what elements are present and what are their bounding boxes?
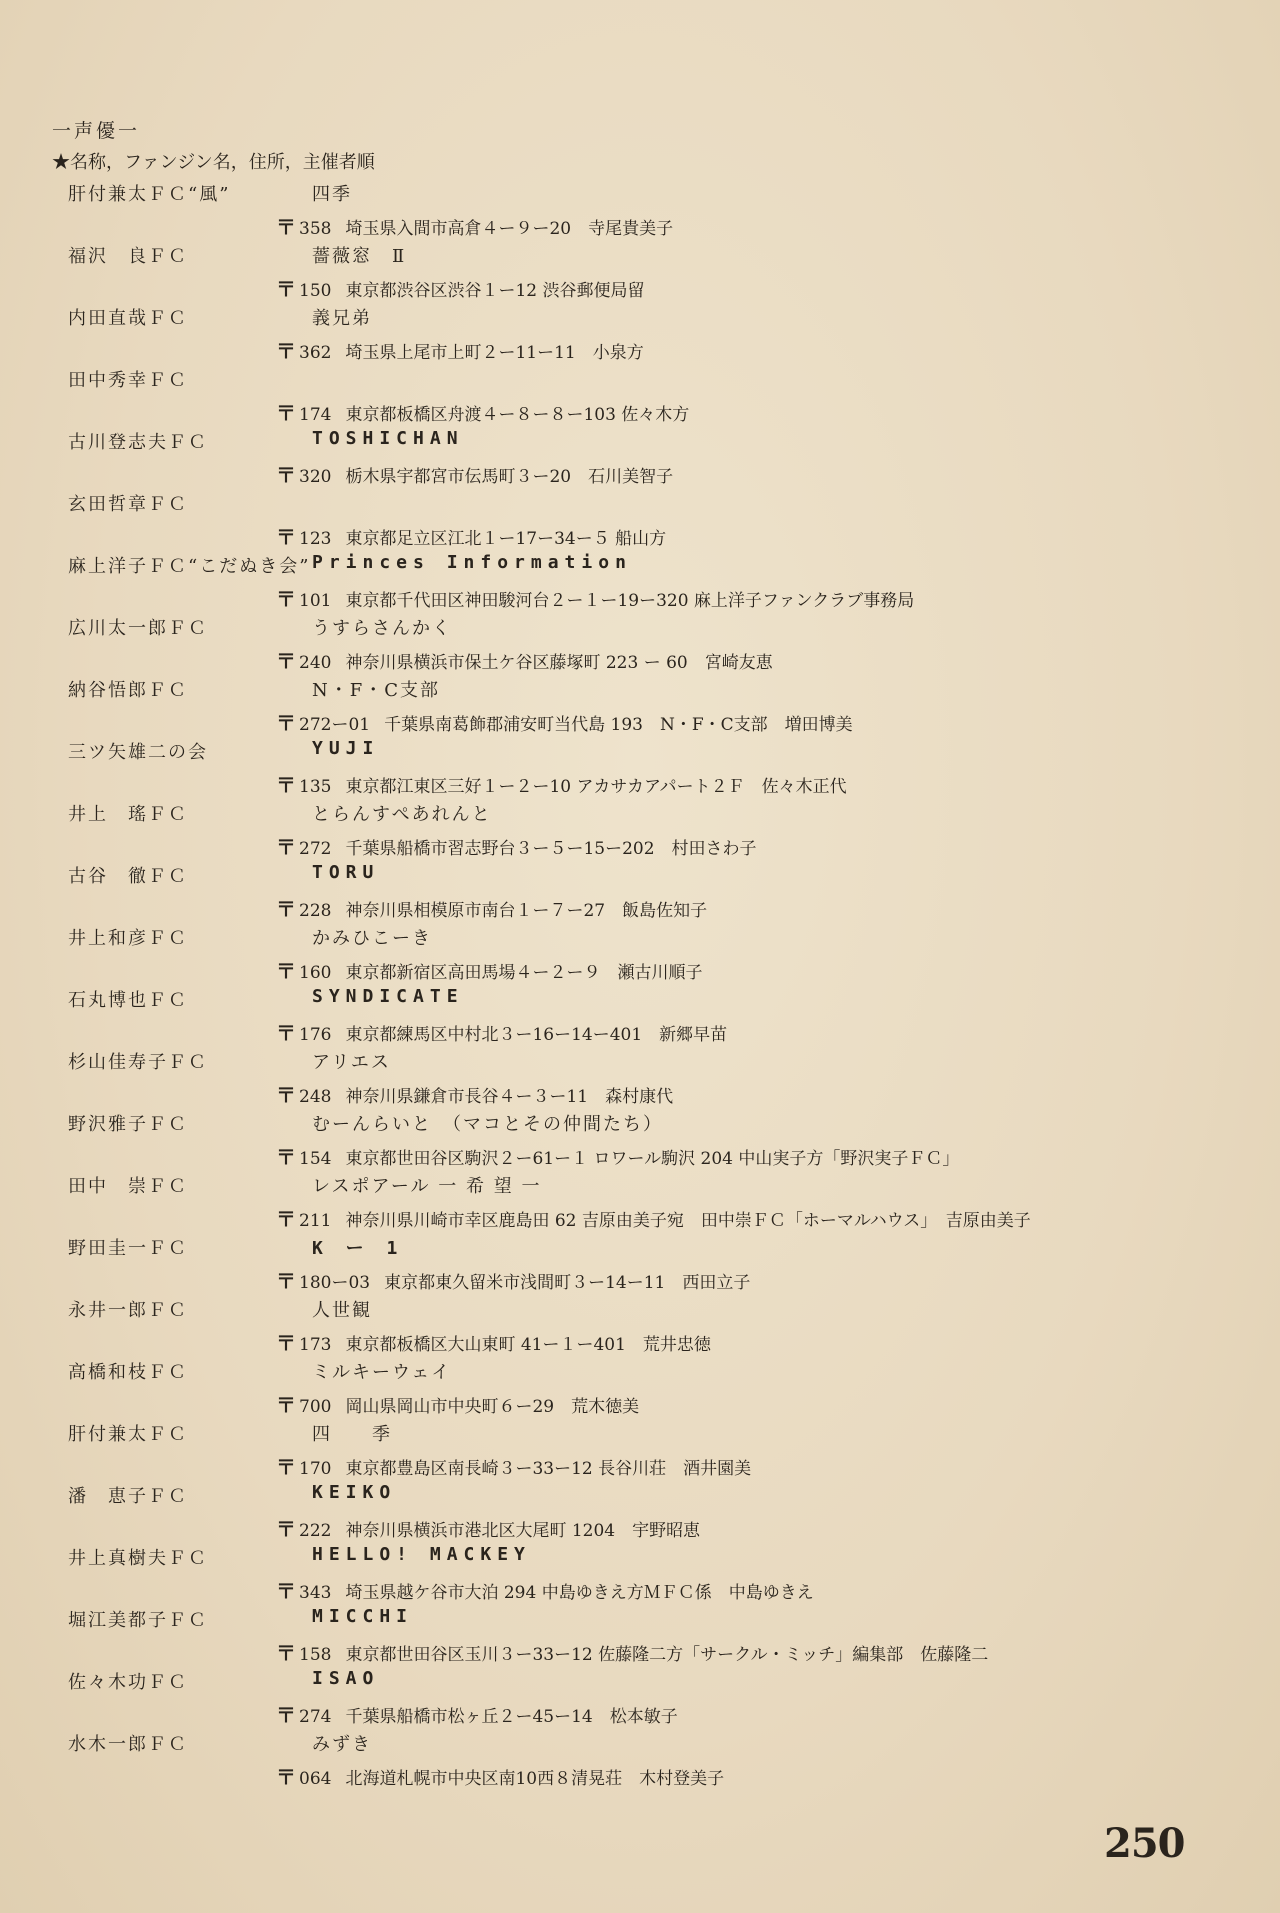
postal-mark-icon: 〒	[276, 1083, 296, 1107]
address-and-organizer: 東京都世田谷区玉川３ー33ー12 佐藤隆二方「サークル・ミッチ」編集部 佐藤隆二	[345, 1645, 989, 1665]
list-item	[0, 488, 1280, 550]
postal-address	[276, 1265, 750, 1294]
address-and-organizer: 東京都板橋区舟渡４ー８ー８ー103 佐々木方	[345, 405, 690, 425]
entry-address-line	[0, 519, 1280, 550]
entry-address-line	[0, 395, 1280, 426]
fan-club-name: 井上 瑤ＦＣ	[68, 804, 188, 825]
entry-address-line	[0, 705, 1280, 736]
address-and-organizer: 神奈川県相模原市南台１ー７ー27 飯島佐知子	[345, 901, 708, 921]
entry-name-line	[0, 1170, 1280, 1201]
entry-address-line	[0, 643, 1280, 674]
fanzine-name: SYNDICATE	[312, 986, 464, 1007]
postal-code: 176	[299, 1025, 332, 1045]
postal-address	[276, 1141, 959, 1170]
postal-address	[276, 1079, 673, 1108]
postal-code: 228	[299, 901, 332, 921]
fan-club-name: 田中秀幸ＦＣ	[68, 370, 188, 391]
postal-address	[276, 459, 673, 488]
entry-name-line	[0, 798, 1280, 829]
entry-address-line	[0, 1201, 1280, 1232]
list-item	[0, 736, 1280, 798]
postal-mark-icon: 〒	[276, 773, 296, 797]
entry-address-line	[0, 1573, 1280, 1604]
fan-club-name: 内田直哉ＦＣ	[68, 308, 188, 329]
entry-name-line	[0, 1046, 1280, 1077]
entry-name-line	[0, 1728, 1280, 1759]
entry-address-line	[0, 1449, 1280, 1480]
postal-code: 158	[299, 1645, 332, 1665]
postal-mark-icon: 〒	[276, 339, 296, 363]
list-item	[0, 426, 1280, 488]
postal-address	[276, 1389, 639, 1418]
postal-mark-icon: 〒	[276, 1393, 296, 1417]
list-item	[0, 1542, 1280, 1604]
postal-address	[276, 211, 673, 240]
list-item	[0, 1108, 1280, 1170]
address-and-organizer: 東京都新宿区高田馬場４ー２ー９ 瀬古川順子	[345, 963, 703, 983]
postal-mark-icon: 〒	[276, 277, 296, 301]
postal-mark-icon: 〒	[276, 1641, 296, 1665]
list-item	[0, 1294, 1280, 1356]
list-item	[0, 612, 1280, 674]
fan-club-name: 水木一郎ＦＣ	[68, 1734, 188, 1755]
entry-name-line	[0, 1356, 1280, 1387]
entry-name-line	[0, 674, 1280, 705]
fan-club-name: 井上真樹夫ＦＣ	[68, 1548, 208, 1569]
entry-name-line	[0, 1666, 1280, 1697]
postal-code: 170	[299, 1459, 332, 1479]
entry-name-line	[0, 178, 1280, 209]
address-and-organizer: 東京都足立区江北１ー17ー34ー５ 船山方	[345, 529, 667, 549]
postal-code: 135	[299, 777, 332, 797]
entry-address-line	[0, 1635, 1280, 1666]
address-and-organizer: 千葉県南葛飾郡浦安町当代島 193 N・F・C支部 増田博美	[384, 715, 853, 735]
list-item	[0, 364, 1280, 426]
entry-address-line	[0, 333, 1280, 364]
postal-code: 700	[299, 1397, 332, 1417]
fan-club-name: 古川登志夫ＦＣ	[68, 432, 208, 453]
fanzine-name: むーんらいと （マコとその仲間たち）	[312, 1114, 663, 1135]
entry-address-line	[0, 767, 1280, 798]
list-item	[0, 1232, 1280, 1294]
postal-code: 362	[299, 343, 332, 363]
fanzine-name: TOSHICHAN	[312, 428, 464, 449]
entry-name-line	[0, 984, 1280, 1015]
entry-name-line	[0, 1480, 1280, 1511]
address-and-organizer: 東京都世田谷区駒沢２ー61ー１ ロワール駒沢 204 中山実子方「野沢実子ＦＣ」	[345, 1149, 960, 1169]
fan-club-name: 福沢 良ＦＣ	[68, 246, 188, 267]
postal-mark-icon: 〒	[276, 897, 296, 921]
fanzine-name: 義兄弟	[312, 308, 372, 329]
fan-club-name: 肝付兼太ＦＣ“風”	[68, 184, 231, 205]
fanzine-name: KEIKO	[312, 1482, 397, 1503]
postal-mark-icon: 〒	[276, 1207, 296, 1231]
fan-club-name: 古谷 徹ＦＣ	[68, 866, 188, 887]
address-and-organizer: 埼玉県越ケ谷市大泊 294 中島ゆきえ方ＭＦＣ係 中島ゆきえ	[345, 1583, 814, 1603]
postal-address	[276, 583, 914, 612]
postal-code: 101	[299, 591, 332, 611]
entry-name-line	[0, 612, 1280, 643]
postal-mark-icon: 〒	[276, 587, 296, 611]
entry-address-line	[0, 581, 1280, 612]
postal-address	[276, 707, 853, 736]
postal-address	[276, 1761, 724, 1790]
postal-code: 154	[299, 1149, 332, 1169]
postal-code: 123	[299, 529, 332, 549]
entry-name-line	[0, 302, 1280, 333]
list-item	[0, 798, 1280, 860]
postal-address	[276, 1451, 751, 1480]
fan-club-name: 麻上洋子ＦＣ“こだぬき会”	[68, 556, 311, 577]
entry-address-line	[0, 457, 1280, 488]
postal-code: 150	[299, 281, 332, 301]
postal-mark-icon: 〒	[276, 1579, 296, 1603]
address-and-organizer: 栃木県宇都宮市伝馬町３ー20 石川美智子	[345, 467, 674, 487]
fanzine-name: HELLO! MACKEY	[312, 1544, 531, 1565]
postal-address	[276, 1699, 678, 1728]
postal-code: 174	[299, 405, 332, 425]
address-and-organizer: 東京都千代田区神田駿河台２ー１ー19ー320 麻上洋子ファンクラブ事務局	[345, 591, 915, 611]
postal-address	[276, 1327, 711, 1356]
fan-club-name: 広川太一郎ＦＣ	[68, 618, 208, 639]
fanzine-name: 人世観	[312, 1300, 372, 1321]
entry-name-line	[0, 240, 1280, 271]
list-item	[0, 240, 1280, 302]
postal-mark-icon: 〒	[276, 835, 296, 859]
postal-address	[276, 645, 773, 674]
fan-club-name: 石丸博也ＦＣ	[68, 990, 188, 1011]
postal-mark-icon: 〒	[276, 401, 296, 425]
postal-address	[276, 273, 645, 302]
list-item	[0, 860, 1280, 922]
entry-address-line	[0, 1015, 1280, 1046]
address-and-organizer: 千葉県船橋市松ヶ丘２ー45ー14 松本敏子	[345, 1707, 678, 1727]
entry-address-line	[0, 953, 1280, 984]
fanzine-name: レスポアール 一 希 望 一	[312, 1176, 542, 1197]
postal-code: 272ー01	[299, 715, 371, 735]
postal-code: 064	[299, 1769, 332, 1789]
fanzine-name: かみひこーき	[312, 928, 432, 949]
postal-address	[276, 955, 702, 984]
fanzine-name: N・F・C支部	[312, 680, 441, 701]
entry-name-line	[0, 1604, 1280, 1635]
postal-mark-icon: 〒	[276, 525, 296, 549]
entry-name-line	[0, 1418, 1280, 1449]
page-number: 250	[1104, 1820, 1185, 1867]
fan-club-name: 潘 恵子ＦＣ	[68, 1486, 188, 1507]
address-and-organizer: 岡山県岡山市中央町６ー29 荒木徳美	[345, 1397, 640, 1417]
postal-address	[276, 831, 757, 860]
list-item	[0, 1418, 1280, 1480]
list-item	[0, 178, 1280, 240]
entry-address-line	[0, 1077, 1280, 1108]
address-and-organizer: 神奈川県川崎市幸区鹿島田 62 吉原由美子宛 田中崇ＦＣ「ホーマルハウス」 吉原由美子	[345, 1211, 1031, 1231]
entry-address-line	[0, 829, 1280, 860]
address-and-organizer: 神奈川県横浜市港北区大尾町 1204 宇野昭恵	[345, 1521, 701, 1541]
fanzine-name: 薔薇窓 Ⅱ	[312, 246, 407, 267]
postal-address	[276, 1203, 1031, 1232]
postal-code: 160	[299, 963, 332, 983]
address-and-organizer: 埼玉県上尾市上町２ー11ー11 小泉方	[345, 343, 644, 363]
address-and-organizer: 埼玉県入間市高倉４ー９ー20 寺尾貴美子	[345, 219, 674, 239]
address-and-organizer: 神奈川県横浜市保土ケ谷区藤塚町 223 ー 60 宮崎友恵	[345, 653, 773, 673]
postal-address	[276, 335, 644, 364]
postal-address	[276, 521, 666, 550]
postal-address	[276, 769, 847, 798]
entry-address-line	[0, 891, 1280, 922]
address-and-organizer: 東京都豊島区南長崎３ー33ー12 長谷川荘 酒井園美	[345, 1459, 752, 1479]
address-and-organizer: 東京都渋谷区渋谷１ー12 渋谷郵便局留	[345, 281, 645, 301]
entry-address-line	[0, 1263, 1280, 1294]
entry-address-line	[0, 1387, 1280, 1418]
fan-club-name: 野沢雅子ＦＣ	[68, 1114, 188, 1135]
fanzine-name: とらんすぺあれんと	[312, 804, 492, 825]
fanzine-name: 四季	[312, 184, 352, 205]
address-and-organizer: 千葉県船橋市習志野台３ー５ー15ー202 村田さわ子	[345, 839, 757, 859]
postal-code: 211	[299, 1211, 332, 1231]
list-item	[0, 674, 1280, 736]
postal-code: 173	[299, 1335, 332, 1355]
postal-mark-icon: 〒	[276, 1517, 296, 1541]
list-item	[0, 1046, 1280, 1108]
entry-address-line	[0, 1511, 1280, 1542]
postal-mark-icon: 〒	[276, 1145, 296, 1169]
postal-mark-icon: 〒	[276, 463, 296, 487]
entry-address-line	[0, 1759, 1280, 1790]
order-note: ★名称，ファンジン名，住所，主催者順	[52, 152, 375, 173]
postal-address	[276, 397, 689, 426]
entry-name-line	[0, 426, 1280, 457]
fan-club-name: 井上和彦ＦＣ	[68, 928, 188, 949]
fan-club-name: 佐々木功ＦＣ	[68, 1672, 188, 1693]
postal-code: 274	[299, 1707, 332, 1727]
fanzine-name: みずき	[312, 1734, 372, 1755]
fan-club-name: 高橋和枝ＦＣ	[68, 1362, 188, 1383]
list-item	[0, 1604, 1280, 1666]
address-and-organizer: 東京都東久留米市浅間町３ー14ー11 西田立子	[384, 1273, 751, 1293]
entry-name-line	[0, 1232, 1280, 1263]
fanzine-name: 四 季	[312, 1424, 392, 1445]
fanzine-name: K ー 1	[312, 1238, 404, 1259]
postal-code: 222	[299, 1521, 332, 1541]
entry-address-line	[0, 1325, 1280, 1356]
list-item	[0, 922, 1280, 984]
address-and-organizer: 東京都板橋区大山東町 41ー１ー401 荒井忠徳	[345, 1335, 711, 1355]
section-title: 一声優一	[52, 120, 141, 142]
postal-code: 272	[299, 839, 332, 859]
fanzine-name: アリエス	[312, 1052, 391, 1073]
fan-club-list	[0, 178, 1280, 1790]
postal-mark-icon: 〒	[276, 1703, 296, 1727]
entry-name-line	[0, 488, 1280, 519]
address-and-organizer: 北海道札幌市中央区南10西８清晃荘 木村登美子	[345, 1769, 725, 1789]
postal-mark-icon: 〒	[276, 215, 296, 239]
address-and-organizer: 東京都江東区三好１ー２ー10 アカサカアパート２Ｆ 佐々木正代	[345, 777, 847, 797]
postal-mark-icon: 〒	[276, 649, 296, 673]
fan-club-name: 玄田哲章ＦＣ	[68, 494, 188, 515]
fanzine-name: ISAO	[312, 1668, 380, 1689]
postal-mark-icon: 〒	[276, 1331, 296, 1355]
fanzine-name: Princes Information	[312, 552, 632, 573]
fanzine-name: TORU	[312, 862, 380, 883]
postal-code: 180ー03	[299, 1273, 371, 1293]
list-item	[0, 1666, 1280, 1728]
postal-address	[276, 1637, 988, 1666]
fan-club-name: 堀江美都子ＦＣ	[68, 1610, 208, 1631]
postal-code: 358	[299, 219, 332, 239]
postal-mark-icon: 〒	[276, 1455, 296, 1479]
postal-mark-icon: 〒	[276, 1021, 296, 1045]
postal-address	[276, 1575, 814, 1604]
entry-name-line	[0, 860, 1280, 891]
postal-code: 320	[299, 467, 332, 487]
postal-address	[276, 1017, 727, 1046]
entry-name-line	[0, 1294, 1280, 1325]
entry-address-line	[0, 1697, 1280, 1728]
entry-name-line	[0, 1108, 1280, 1139]
entry-name-line	[0, 736, 1280, 767]
address-and-organizer: 東京都練馬区中村北３ー16ー14ー401 新郷早苗	[345, 1025, 728, 1045]
list-item	[0, 1170, 1280, 1232]
postal-address	[276, 893, 707, 922]
fanzine-name: ミルキーウェイ	[312, 1362, 452, 1383]
fan-club-name: 田中 崇ＦＣ	[68, 1176, 188, 1197]
fan-club-name: 永井一郎ＦＣ	[68, 1300, 188, 1321]
entry-name-line	[0, 364, 1280, 395]
fan-club-name: 三ツ矢雄二の会	[68, 742, 208, 763]
fan-club-name: 杉山佳寿子ＦＣ	[68, 1052, 208, 1073]
entry-address-line	[0, 271, 1280, 302]
list-item	[0, 550, 1280, 612]
entry-name-line	[0, 922, 1280, 953]
address-and-organizer: 神奈川県鎌倉市長谷４ー３ー11 森村康代	[345, 1087, 674, 1107]
fanzine-name: うすらさんかく	[312, 618, 452, 639]
fan-club-name: 肝付兼太ＦＣ	[68, 1424, 188, 1445]
postal-mark-icon: 〒	[276, 1269, 296, 1293]
postal-code: 343	[299, 1583, 332, 1603]
list-item	[0, 1728, 1280, 1790]
fanzine-name: YUJI	[312, 738, 380, 759]
fan-club-name: 納谷悟郎ＦＣ	[68, 680, 188, 701]
postal-address	[276, 1513, 700, 1542]
list-item	[0, 1356, 1280, 1418]
postal-mark-icon: 〒	[276, 959, 296, 983]
fan-club-name: 野田圭一ＦＣ	[68, 1238, 188, 1259]
fanzine-name: MICCHI	[312, 1606, 414, 1627]
postal-code: 240	[299, 653, 332, 673]
list-item	[0, 302, 1280, 364]
entry-address-line	[0, 209, 1280, 240]
entry-name-line	[0, 1542, 1280, 1573]
list-item	[0, 984, 1280, 1046]
list-item	[0, 1480, 1280, 1542]
postal-mark-icon: 〒	[276, 711, 296, 735]
entry-address-line	[0, 1139, 1280, 1170]
entry-name-line	[0, 550, 1280, 581]
postal-mark-icon: 〒	[276, 1765, 296, 1789]
postal-code: 248	[299, 1087, 332, 1107]
